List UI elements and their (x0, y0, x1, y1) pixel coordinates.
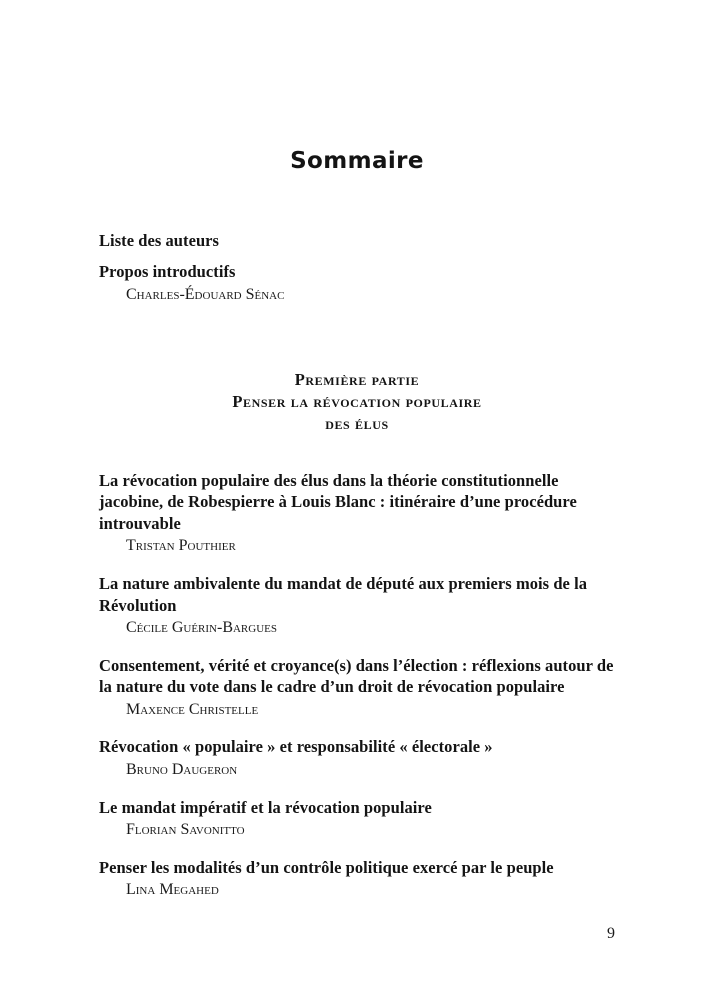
toc-entry-title: Propos introductifs (99, 262, 236, 282)
front-matter-entries (99, 230, 615, 306)
toc-entry-author: Maxence Christelle (126, 700, 259, 718)
toc-entry (99, 230, 615, 251)
part-heading-line-3: des élus (325, 413, 389, 433)
part-heading (99, 369, 615, 435)
toc-entry-title: Révocation « populaire » et responsabilité « électorale » (99, 737, 493, 757)
page-number: 9 (607, 925, 615, 942)
toc-entry-author: Tristan Pouthier (126, 537, 236, 555)
toc-entry-title: La révocation populaire des élus dans la théorie constitutionnelle jacobine, de Robespierre à Louis Blanc : itinéraire d’une procédure introuvable (99, 471, 577, 533)
part-heading-line-2: Penser la révocation populaire (232, 391, 482, 411)
page-title: Sommaire (290, 148, 424, 174)
toc-entry (99, 470, 615, 557)
toc-entry-title: Consentement, vérité et croyance(s) dans l’élection : réflexions autour de la nature du vote dans le cadre d’un droit de révocation populaire (99, 655, 614, 697)
toc-entry-author: Bruno Daugeron (126, 760, 238, 778)
toc-entry (99, 736, 615, 780)
toc-entry (99, 573, 615, 639)
toc-entry (99, 261, 615, 305)
part-heading-line-1: Première partie (294, 369, 420, 389)
toc-entry-title: Liste des auteurs (99, 231, 220, 250)
toc-entry-title: Penser les modalités d’un contrôle politique exercé par le peuple (99, 857, 554, 877)
toc-entry-author: Lina Megahed (126, 881, 219, 899)
toc-entry-title: La nature ambivalente du mandat de député aux premiers mois de la Révolution (99, 574, 588, 615)
toc-entry-author: Charles-Édouard Sénac (126, 285, 285, 303)
toc-entry-author: Florian Savonitto (126, 821, 245, 839)
toc-entries (99, 470, 615, 901)
toc-entry-title: Le mandat impératif et la révocation populaire (99, 797, 432, 817)
toc-entry-author: Cécile Guérin-Bargues (126, 618, 277, 636)
toc-entry (99, 797, 615, 841)
page-content (99, 0, 615, 917)
toc-entry (99, 857, 615, 901)
toc-entry (99, 655, 615, 721)
